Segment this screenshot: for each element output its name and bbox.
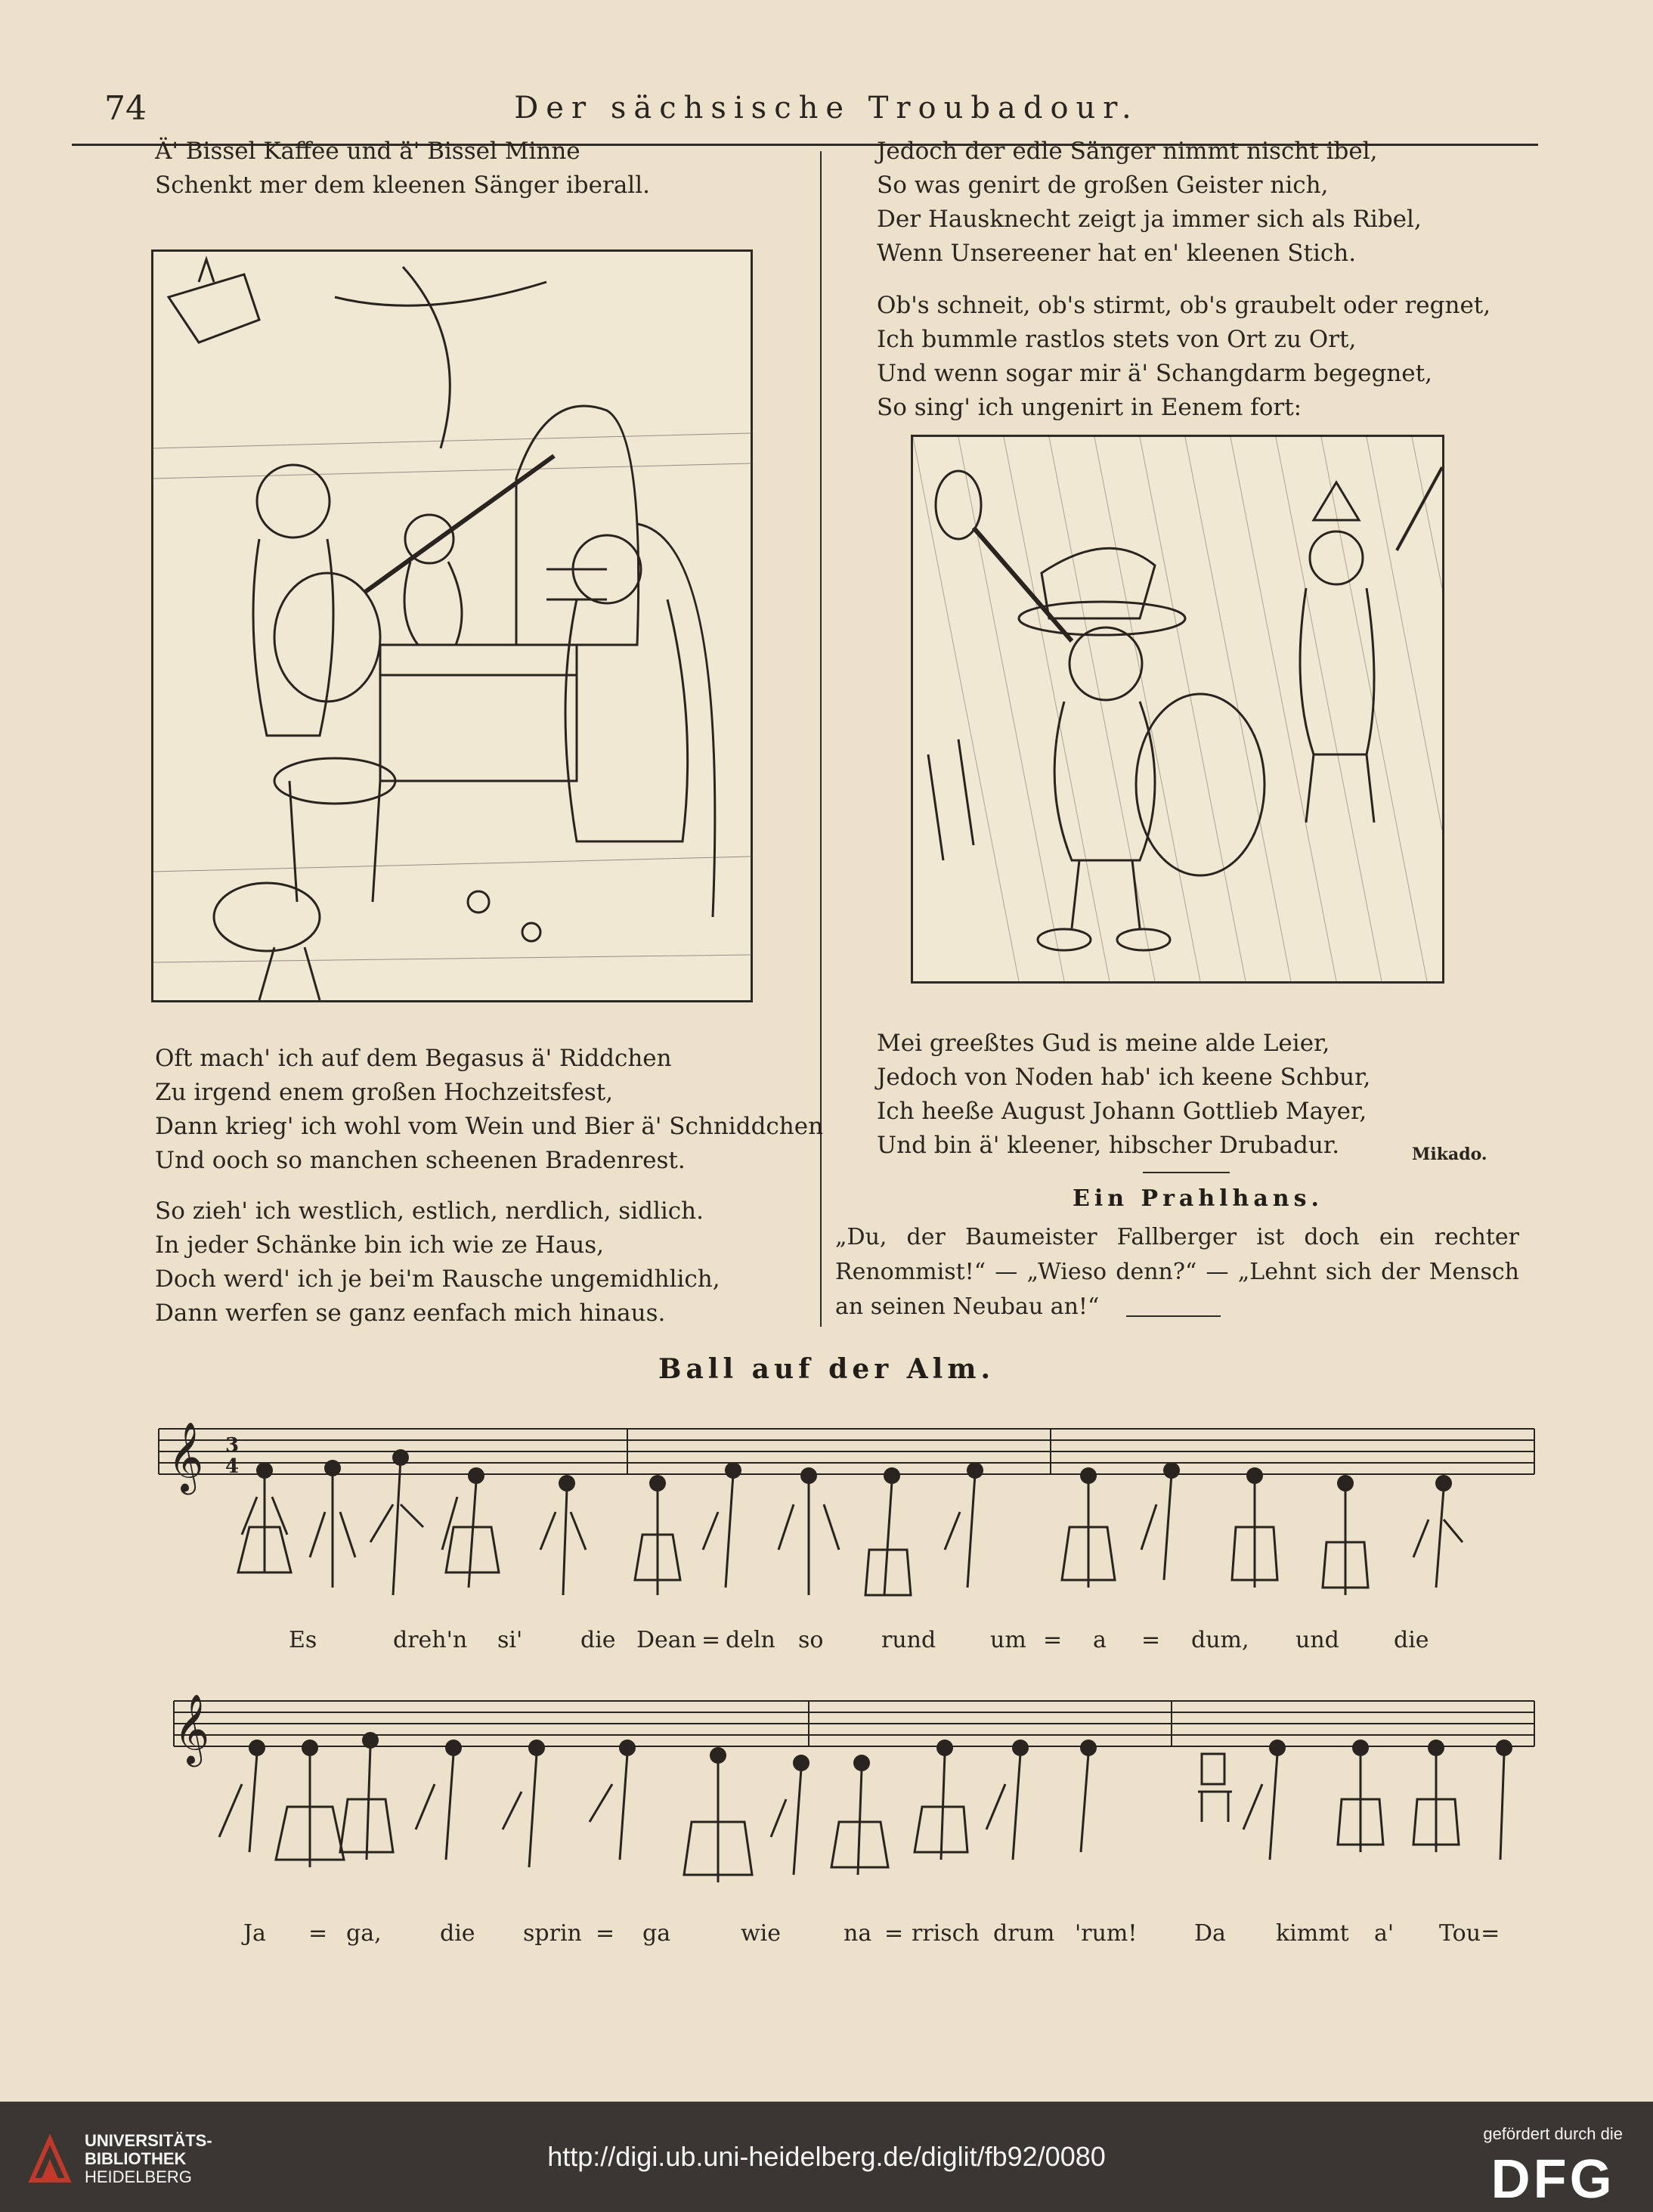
verse-line: So was genirt de großen Geister nich, xyxy=(877,172,1329,199)
lyric-syllable: Dean xyxy=(636,1627,697,1653)
lyric-syllable: rund xyxy=(881,1627,936,1653)
verse-left-bottom xyxy=(155,1194,720,1331)
music-staff-1 xyxy=(144,1399,1542,1610)
logo-line: UNIVERSITÄTS- xyxy=(85,2131,212,2150)
verse-line: Und wenn sogar mir ä' Schangdarm begegnet, xyxy=(877,360,1432,387)
lyric-syllable: deln xyxy=(726,1627,775,1653)
viewer-footer xyxy=(0,2102,1653,2212)
svg-text:𝄞: 𝄞 xyxy=(168,1421,204,1492)
music-staff-2 xyxy=(144,1671,1542,1898)
verse-left-top xyxy=(155,135,650,203)
lyric-syllable: 'rum! xyxy=(1075,1920,1138,1947)
logo-line: HEIDELBERG xyxy=(85,2167,192,2186)
lyric-syllable: na xyxy=(844,1920,872,1947)
lyric-syllable: rrisch xyxy=(912,1920,980,1947)
verse-line: Zu irgend enem großen Hochzeitsfest, xyxy=(155,1079,614,1106)
lyrics-line-1 xyxy=(144,1627,1542,1657)
section-rule xyxy=(1126,1315,1221,1317)
dfg-logo: DFG xyxy=(1490,2149,1615,2210)
verse-right-2 xyxy=(877,289,1490,425)
lyric-syllable: Ja xyxy=(243,1920,266,1947)
permalink-url[interactable]: http://digi.ub.uni-heidelberg.de/diglit/fb92/0080 xyxy=(547,2141,1106,2172)
verse-line: Dann werfen se ganz eenfach mich hinaus. xyxy=(155,1300,666,1327)
verse-right-3 xyxy=(877,1027,1370,1163)
illustration-troubadour-in-rain xyxy=(911,435,1444,984)
lyric-syllable: so xyxy=(798,1627,824,1653)
verse-line: Dann krieg' ich wohl vom Wein und Bier ä' Schniddchen xyxy=(155,1113,824,1140)
lyric-syllable: a xyxy=(1093,1627,1107,1653)
lyric-syllable: die xyxy=(1394,1627,1429,1653)
verse-line: Ich heeße August Johann Gottlieb Mayer, xyxy=(877,1098,1367,1125)
lyric-syllable: = xyxy=(596,1920,615,1947)
verse-line: Jedoch der edle Sänger nimmt nischt ibel, xyxy=(877,138,1378,165)
lyric-syllable: drum xyxy=(993,1920,1055,1947)
verse-line: Und bin ä' kleener, hibscher Drubadur. xyxy=(877,1132,1340,1159)
verse-line: Ä' Bissel Kaffee und ä' Bissel Minne xyxy=(155,138,580,165)
lyric-syllable: um xyxy=(990,1627,1026,1653)
lyric-syllable: wie xyxy=(741,1920,782,1947)
section-rule xyxy=(1143,1172,1230,1173)
verse-line: Wenn Unsereener hat en' kleenen Stich. xyxy=(877,240,1357,267)
lyric-syllable: Es xyxy=(289,1627,317,1653)
lyric-syllable: si' xyxy=(497,1627,523,1653)
funding-notice xyxy=(1483,2124,1623,2210)
lyric-syllable: Tou= xyxy=(1439,1920,1500,1947)
illustration-troubadour-at-table xyxy=(151,249,753,1002)
verse-line: Ob's schneit, ob's stirmt, ob's graubelt oder regnet, xyxy=(877,292,1491,319)
svg-text:4: 4 xyxy=(225,1455,240,1478)
lyric-syllable: = xyxy=(701,1627,721,1653)
lyric-syllable: = xyxy=(1141,1627,1161,1653)
verse-right-1 xyxy=(877,135,1422,271)
verse-line: Schenkt mer dem kleenen Sänger iberall. xyxy=(155,172,650,199)
verse-left-middle xyxy=(155,1042,823,1178)
lyric-syllable: dreh'n xyxy=(393,1627,468,1653)
lyric-syllable: und xyxy=(1295,1627,1339,1653)
page-number: 74 xyxy=(104,89,147,128)
verse-line: In jeder Schänke bin ich wie ze Haus, xyxy=(155,1231,604,1259)
verse-line: Jedoch von Noden hab' ich keene Schbur, xyxy=(877,1064,1371,1091)
lyrics-line-2 xyxy=(144,1920,1542,1950)
verse-line: So sing' ich ungenirt in Eenem fort: xyxy=(877,394,1302,421)
verse-line: Oft mach' ich auf dem Begasus ä' Riddchen xyxy=(155,1045,672,1072)
lyric-syllable: = xyxy=(1043,1627,1063,1653)
lyric-syllable: ga xyxy=(642,1920,671,1947)
signature: Mikado. xyxy=(1412,1145,1487,1164)
lyric-syllable: = xyxy=(884,1920,904,1947)
lyric-syllable: = xyxy=(308,1920,328,1947)
verse-line: So zieh' ich westlich, estlich, nerdlich, sidlich. xyxy=(155,1197,704,1225)
funding-label: gefördert durch die xyxy=(1483,2124,1623,2143)
verse-line: Ich bummle rastlos stets von Ort zu Ort, xyxy=(877,326,1357,353)
lyric-syllable: ga, xyxy=(346,1920,382,1947)
lyric-syllable: die xyxy=(580,1627,616,1653)
verse-line: Doch werd' ich je bei'm Rausche ungemidhlich, xyxy=(155,1266,720,1293)
running-title: Der sächsische Troubadour. xyxy=(514,91,1139,125)
anecdote-text: „Du, der Baumeister Fallberger ist doch ein rechter Renommist!“ — „Wieso denn?“ — „Lehnt sich der Mensch an seinen Neubau an!“ xyxy=(835,1224,1519,1320)
lyric-syllable: Da xyxy=(1194,1920,1226,1947)
verse-line: Und ooch so manchen scheenen Bradenrest. xyxy=(155,1147,686,1174)
verse-line: Der Hausknecht zeigt ja immer sich als Ribel, xyxy=(877,206,1422,233)
logo-line: BIBLIOTHEK xyxy=(85,2149,187,2168)
lyric-syllable: sprin xyxy=(523,1920,582,1947)
verse-line: Mei greeßtes Gud is meine alde Leier, xyxy=(877,1030,1330,1057)
lyric-syllable: dum, xyxy=(1191,1627,1249,1653)
lyric-syllable: kimmt xyxy=(1276,1920,1349,1947)
svg-text:3: 3 xyxy=(225,1434,240,1457)
song-title: Ball auf der Alm. xyxy=(658,1353,995,1385)
lyric-syllable: a' xyxy=(1374,1920,1395,1947)
lyric-syllable: die xyxy=(440,1920,475,1947)
anecdote-title: Ein Prahlhans. xyxy=(1073,1185,1323,1212)
svg-text:𝄞: 𝄞 xyxy=(174,1693,210,1764)
